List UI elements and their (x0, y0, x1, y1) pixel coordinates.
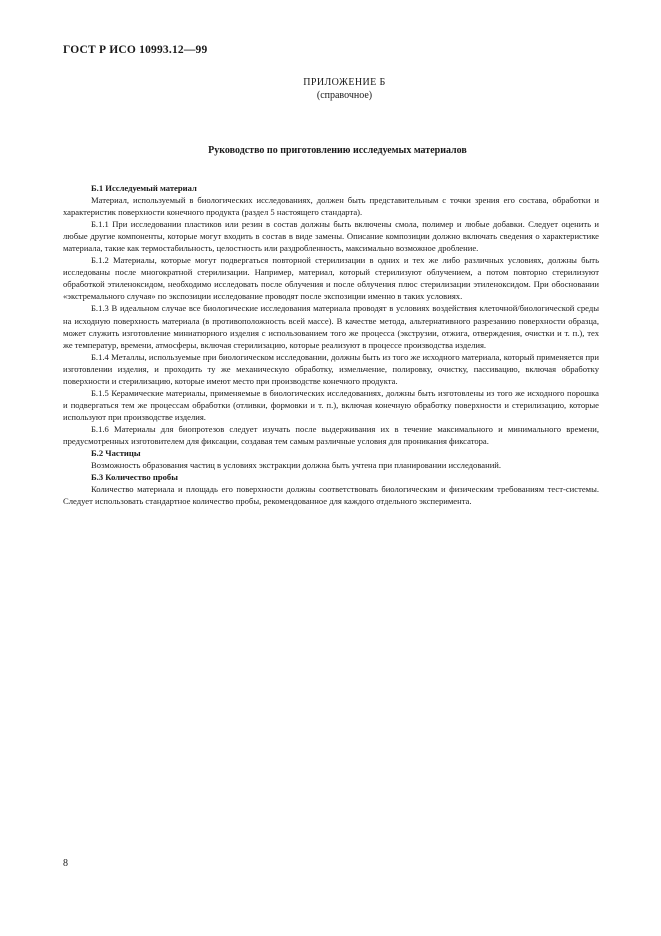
section-heading-b2: Б.2 Частицы (91, 448, 141, 459)
appendix-title: ПРИЛОЖЕНИЕ Б (303, 77, 386, 88)
paragraph-b1-1: Б.1.1 При исследовании пластиков или резин в состав должны быть включены смола, полимер и любые добавки. Следует оценить и любые другие компоненты, которые могут входить в состав в виде замены. Описание композиции должно включать сведения о характеристике материала, такие как термостабильность, целостность или раздробленность, максимально возможное дробление. (63, 219, 599, 254)
appendix-block (0, 77, 661, 102)
paragraph-b1-4: Б.1.4 Металлы, используемые при биологическом исследовании, должны быть из того же исходного материала, который применяется при изготовлении изделия, и проходить ту же механическую обработку, измельчение, полировку, очистку, пассивацию, включая обработку поверхности и стерилизацию, которые имеют место при производстве конечного продукта. (63, 351, 599, 386)
standard-designation: ГОСТ Р ИСО 10993.12—99 (63, 44, 208, 56)
paragraph-b3: Количество материала и площадь его поверхности должны соответствовать биологическим и физическим требованиям тест-системы. Следует использовать стандартное количество пробы, рекомендованное для каждого отдельного эксперимента. (63, 484, 599, 507)
document-body (63, 182, 599, 507)
section-heading-b1: Б.1 Исследуемый материал (91, 183, 197, 193)
paragraph-b1-5: Б.1.5 Керамические материалы, применяемые в биологических исследованиях, должны быть изготовлены из того же исходного порошка и подвергаться тем же процессам обработки (отливки, формовки и т. п.), включая конечную обработку поверхности и стерилизацию, которые используют при производстве изделия. (63, 387, 599, 422)
main-title: Руководство по приготовлению исследуемых материалов (208, 145, 467, 156)
paragraph-b2: Возможность образования частиц в условиях экстракции должна быть учтена при планировании исследований. (91, 460, 502, 471)
section-heading-b3: Б.3 Количество пробы (91, 472, 178, 483)
paragraph-b1-2: Б.1.2 Материалы, которые могут подвергаться повторной стерилизации в одних и тех же либо различных условиях, должны быть исследованы после многократной стерилизации. Например, материал, который стерилизуют облучением, а потом повторно стерилизуют обработкой этиленоксидом, необходимо исследовать после облучения и после облучения плюс стерилизации этиленоксидом. При обосновании «экстремального случая» по экспозиции исследование проводят после экспозиции именно в таких условиях. (63, 255, 599, 302)
page-number: 8 (63, 858, 68, 869)
paragraph-b1-6: Б.1.6 Материалы для биопротезов следует изучать после выдерживания их в течение максимального и минимального времени, предусмотренных изготовителем для фиксации, создавая тем самым различные условия для проникания фиксатора. (63, 423, 599, 446)
appendix-type: (справочное) (316, 89, 373, 101)
paragraph-b1-intro: Материал, используемый в биологических исследованиях, должен быть представительным с точки зрения его состава, обработки и характеристик поверхности конечного продукта (раздел 5 настоящего стандарта). (63, 195, 599, 218)
paragraph-b1-3: Б.1.3 В идеальном случае все биологические исследования материала проводят в условиях воздействия клеточной/биологической среды на исходную поверхность материала (в противоположность всей массе). В качестве метода, альтернативного разрезанию поверхности образца, может служить изготовление миниатюрного изделия с использованием того же процесса (экструзии, отжига, отверждения, очистки и т. п.), тех же температур, времени, атмосферы, включая стерилизацию, которые реализуют в процессе производства изделия. (63, 303, 599, 350)
